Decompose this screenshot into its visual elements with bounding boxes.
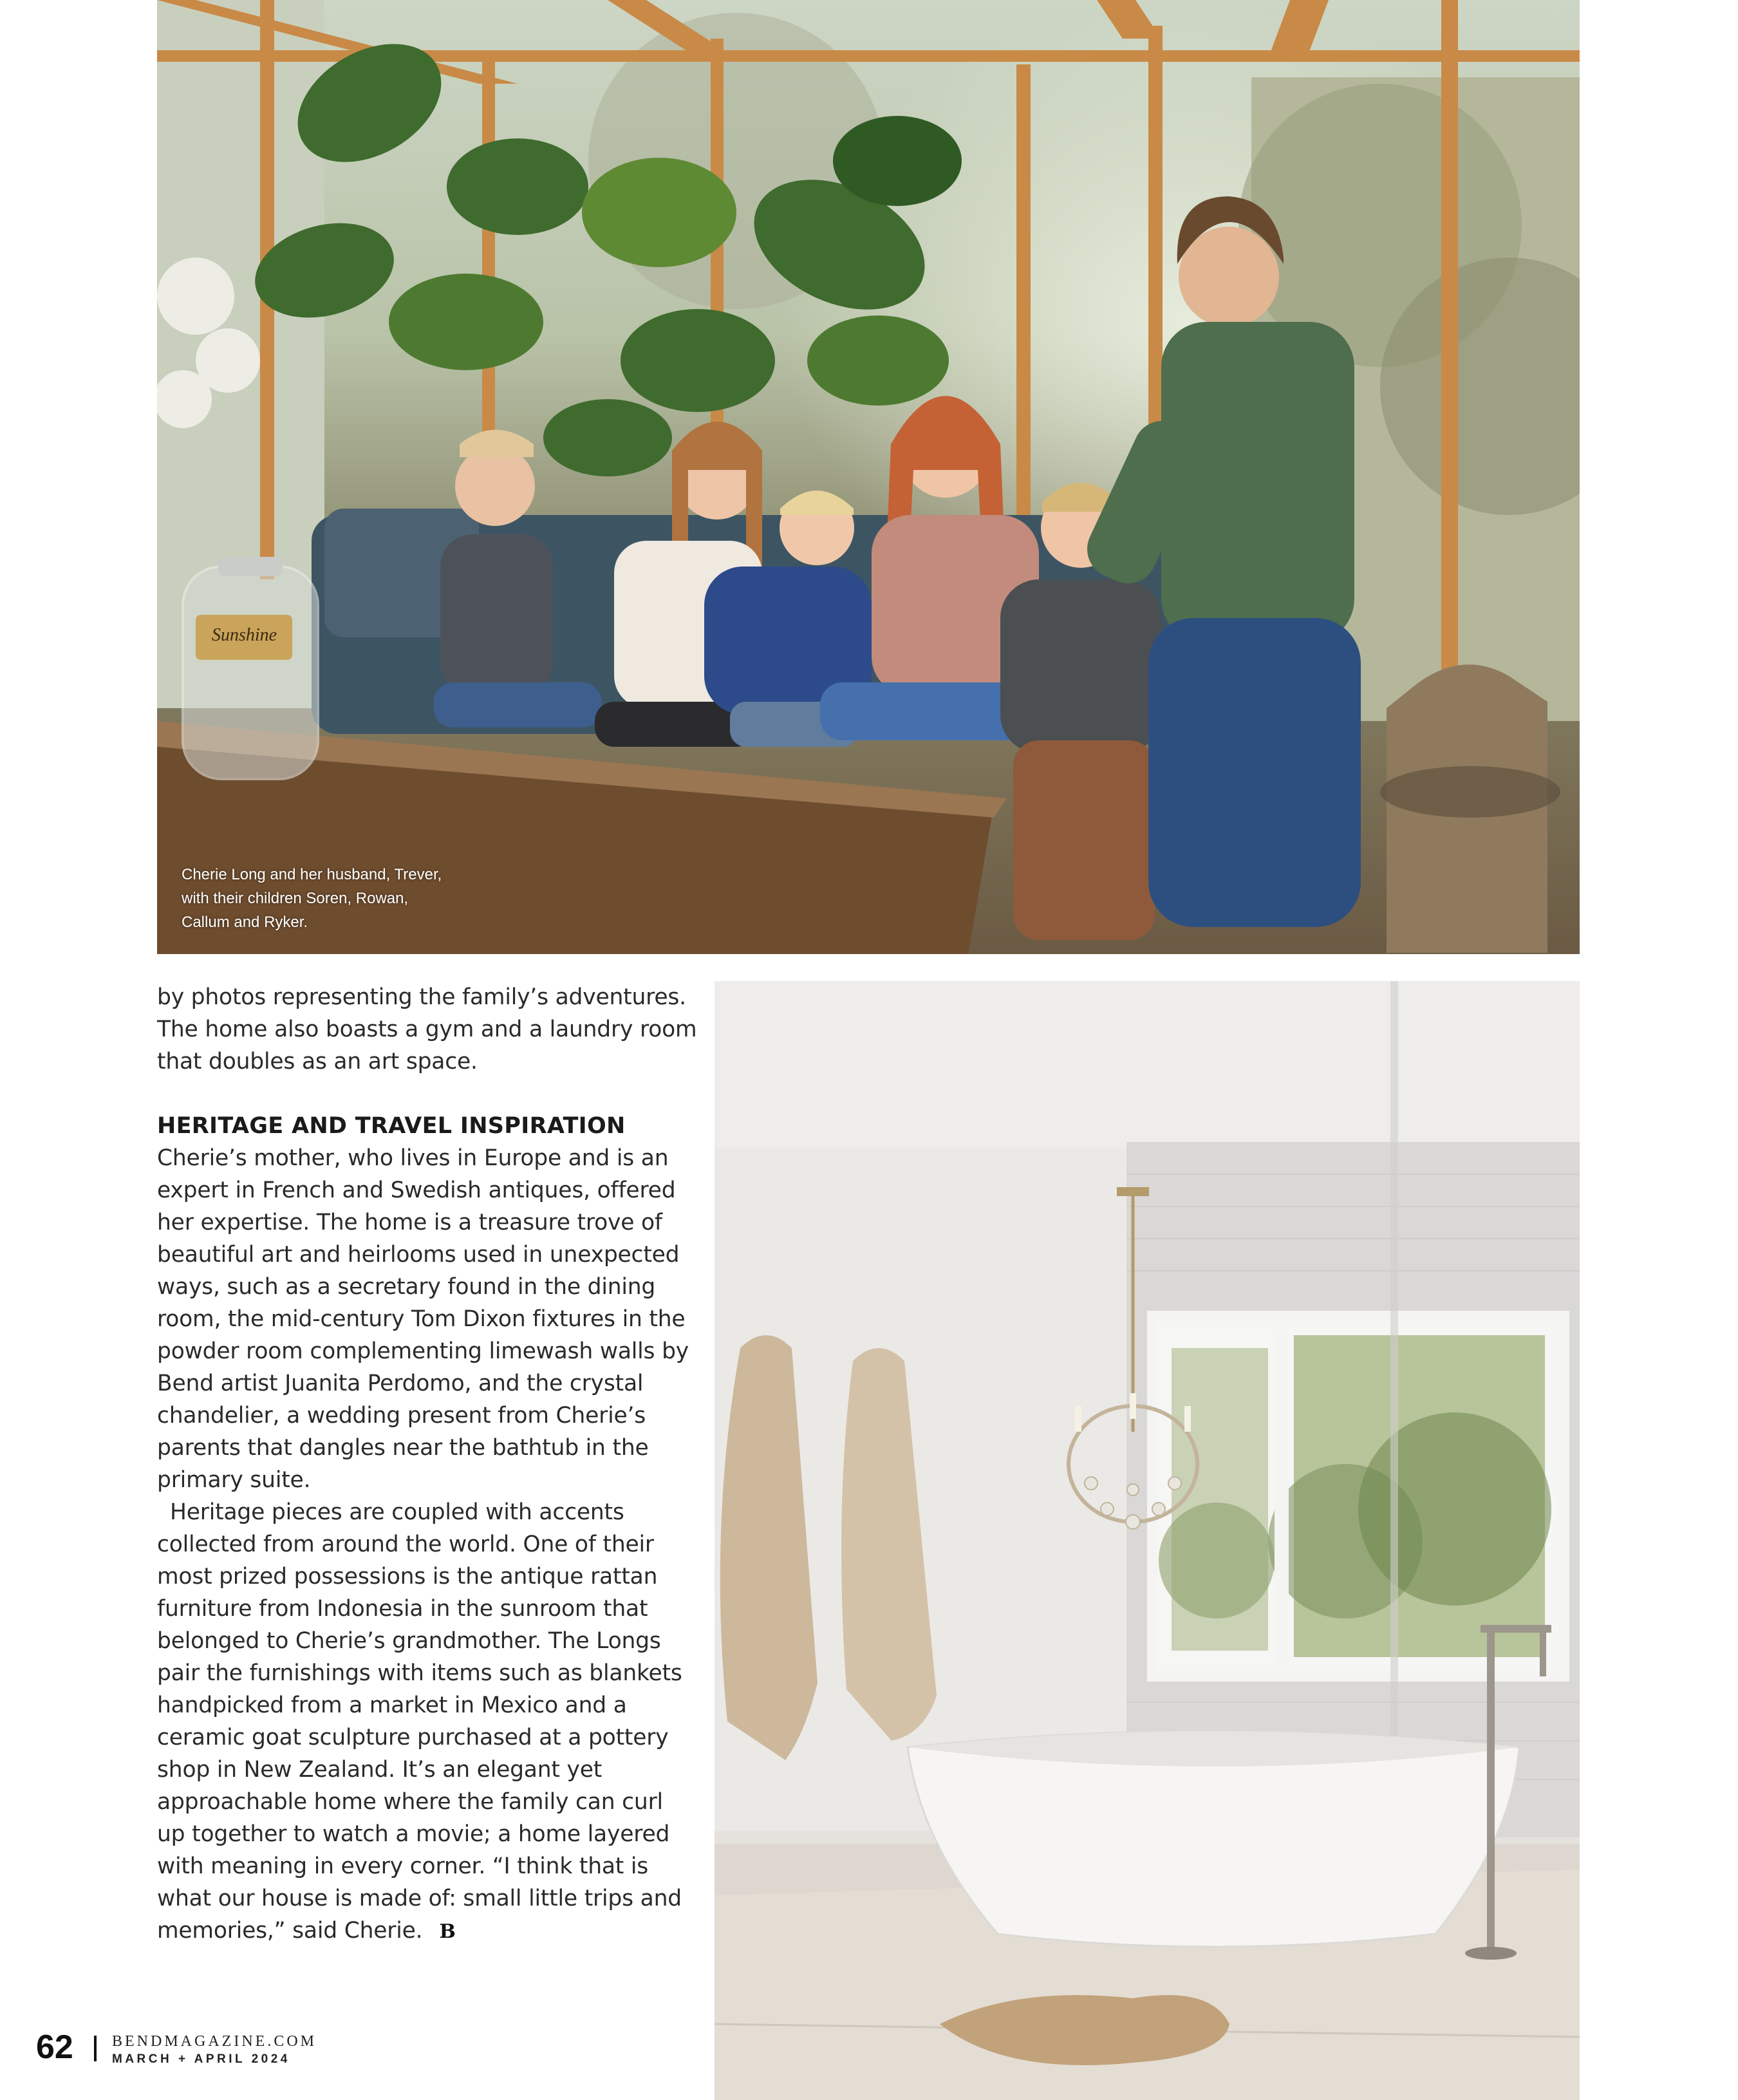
photo-caption: [182, 863, 516, 934]
article-paragraph: Cherie’s mother, who lives in Europe and is an expert in French and Swedish antiques, offered her expertise. The home is a treasure trove of beautiful art and heirlooms used in unexpected ways, such as a secretary found in the dining room, the mid-century Tom Dixon fixtures in the powder room complementing limewash walls by Bend artist Juanita Perdomo, and the crystal chandelier, a wedding present from Cherie’s parents that dangles near the bathtub in the primary suite.: [157, 1145, 689, 1493]
section-heading: HERITAGE AND TRAVEL INSPIRATION: [157, 1113, 626, 1139]
family-photo: [157, 0, 1580, 954]
article-body: [157, 981, 698, 1947]
bathroom-photo-illustration: [715, 981, 1580, 2100]
caption-line: with their children Soren, Rowan,: [182, 890, 409, 907]
issue-date: MARCH + APRIL 2024: [112, 2052, 290, 2066]
caption-line: Cherie Long and her husband, Trever,: [182, 866, 442, 883]
magazine-end-mark: B: [439, 1920, 456, 1943]
bathroom-photo: [715, 981, 1580, 2100]
footer-divider: [94, 2036, 97, 2061]
caption-line: Callum and Ryker.: [182, 914, 308, 931]
article-intro: by photos representing the family’s adventures. The home also boasts a gym and a laundry room that doubles as an art space.: [157, 984, 697, 1074]
article-paragraph-closing: [157, 1496, 698, 1947]
magazine-website: BENDMAGAZINE.COM: [112, 2033, 317, 2050]
page-number: 62: [36, 2029, 73, 2066]
family-photo-illustration: [157, 0, 1580, 954]
jar-label: Sunshine: [212, 625, 277, 645]
closing-text: Heritage pieces are coupled with accents collected from around the world. One of their most prized possessions is the antique rattan furniture from Indonesia in the sunroom that belonged to Cherie’s grandmother. The Longs pair the furnishings with items such as blankets handpicked from a market in Mexico and a ceramic goat sculpture purchased at a pottery shop in New Zealand. It’s an elegant yet approachable home where the family can curl up together to watch a movie; a home layered with meaning in every corner. “I think that is what our house is made of: small little trips and memories,” said Cherie.: [157, 1499, 682, 1944]
